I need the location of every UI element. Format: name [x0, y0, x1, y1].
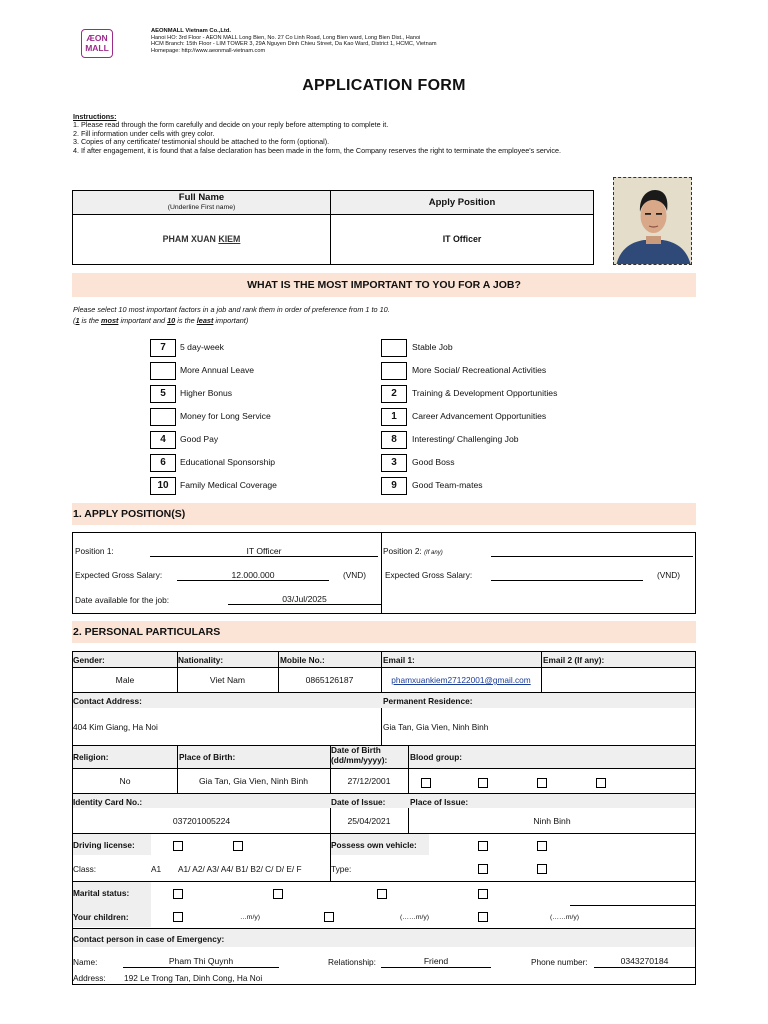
driving-license-yes-checkbox[interactable]	[173, 841, 183, 851]
own-vehicle-yes-checkbox[interactable]	[478, 841, 488, 851]
rank-input[interactable]: 10	[150, 477, 176, 495]
full-name-sub: (Underline First name)	[167, 204, 236, 211]
rank-input[interactable]	[381, 362, 407, 380]
aeon-mall-logo: ÆON MALL	[81, 29, 113, 58]
instruction-item: 2. Fill information under cells with grey color.	[73, 128, 215, 138]
company-homepage: Homepage: http://www.aeonmall-vietnam.com	[151, 47, 266, 54]
rank-factor-label: Good Pay	[180, 434, 219, 444]
child2-age: (……m/y)	[400, 914, 430, 921]
place-of-issue-value[interactable]: Ninh Binh	[533, 816, 571, 826]
rank-input[interactable]: 9	[381, 477, 407, 495]
child1-age: …m/y)	[240, 914, 261, 921]
blood-group-label: Blood group:	[410, 752, 463, 762]
apply-position-label: Apply Position	[428, 197, 496, 208]
own-vehicle-label: Possess own vehicle:	[331, 840, 417, 850]
full-name-label: Full Name	[178, 192, 225, 203]
phone-number-label: Phone number:	[531, 957, 588, 967]
position1-label: Position 1:	[75, 546, 114, 556]
emergency-address-label: Address:	[73, 973, 106, 983]
instruction-item: 1. Please read through the form carefully and decide on your reply before attempting to complete it.	[73, 120, 389, 130]
currency2-label: (VND)	[657, 570, 681, 580]
apply-position-value[interactable]: IT Officer	[442, 234, 482, 244]
blood-group-checkbox[interactable]	[421, 778, 431, 788]
full-name-value[interactable]: PHAM XUAN KIEM	[162, 234, 241, 244]
class-value[interactable]: A1	[151, 864, 162, 874]
emergency-contact-label: Contact person in case of Emergency:	[73, 934, 225, 944]
blood-group-checkbox[interactable]	[596, 778, 606, 788]
email2-value[interactable]	[542, 668, 695, 692]
job-importance-heading: WHAT IS THE MOST IMPORTANT TO YOU FOR A JOB?	[72, 273, 696, 297]
rank-input[interactable]: 4	[150, 431, 176, 449]
applicant-photo	[613, 177, 692, 265]
emergency-name-value[interactable]: Pham Thi Quynh	[168, 956, 234, 966]
rank-factor-label: Interesting/ Challenging Job	[412, 434, 519, 444]
rank-factor-label: 5 day-week	[180, 342, 224, 352]
phone-number-value[interactable]: 0343270184	[620, 956, 669, 966]
salary2-label: Expected Gross Salary:	[385, 570, 473, 580]
marital-married-checkbox[interactable]	[273, 889, 283, 899]
section-apply-positions-heading: 1. APPLY POSITION(S)	[72, 503, 696, 525]
rank-factor-label: Training & Development Opportunities	[412, 388, 558, 398]
permanent-residence-label: Permanent Residence:	[383, 696, 473, 706]
rank-input[interactable]: 7	[150, 339, 176, 357]
place-of-birth-label: Place of Birth:	[179, 752, 236, 762]
rank-input[interactable]: 8	[381, 431, 407, 449]
driving-license-label: Driving license:	[73, 840, 135, 850]
nationality-label: Nationality:	[178, 655, 224, 665]
rank-factor-label: Family Medical Coverage	[180, 480, 277, 490]
first-name: KIEM	[218, 234, 241, 244]
dob-value[interactable]: 27/12/2001	[347, 776, 391, 786]
relationship-label: Relationship:	[328, 957, 376, 967]
contact-address-value[interactable]: 404 Kim Giang, Ha Noi	[73, 722, 158, 732]
instruction-item: 3. Copies of any certificate/ testimonial should be attached to the form (optional).	[73, 137, 330, 147]
children-label: Your children:	[73, 912, 129, 922]
rank-factor-label: Good Team-mates	[412, 480, 483, 490]
date-of-issue-value[interactable]: 25/04/2021	[347, 816, 391, 826]
instructions	[73, 113, 561, 155]
permanent-residence-value[interactable]: Gia Tan, Gia Vien, Ninh Binh	[383, 722, 489, 732]
salary2-value[interactable]	[491, 580, 643, 581]
driving-license-no-checkbox[interactable]	[233, 841, 243, 851]
religion-label: Religion:	[73, 752, 109, 762]
place-of-issue-label: Place of Issue:	[410, 797, 469, 807]
rank-input[interactable]	[150, 362, 176, 380]
relationship-value[interactable]: Friend	[423, 956, 449, 966]
company-hcm: HCM Branch: 15th Floor - LIM TOWER 3, 29A Nguyen Dinh Chieu Street, Da Kao Ward, District 1, HCMC, Vietnam	[151, 41, 437, 48]
job-note-scale: (1 is the most important and 10 is the least important)	[73, 316, 249, 325]
portrait-image	[614, 178, 692, 265]
email2-label: Email 2 (If any):	[543, 655, 605, 665]
rank-factor-label: Stable Job	[412, 342, 453, 352]
mobile-value[interactable]: 0865126187	[305, 675, 354, 685]
rank-input[interactable]: 3	[381, 454, 407, 472]
rank-input[interactable]	[381, 339, 407, 357]
gender-label: Gender:	[73, 655, 105, 665]
place-of-birth-value[interactable]: Gia Tan, Gia Vien, Ninh Binh	[198, 776, 309, 786]
class-options: A1/ A2/ A3/ A4/ B1/ B2/ C/ D/ E/ F	[178, 864, 302, 874]
emergency-name-label: Name:	[73, 957, 98, 967]
mobile-label: Mobile No.:	[280, 655, 325, 665]
rank-input[interactable]: 1	[381, 408, 407, 426]
date-available-label: Date available for the job:	[75, 595, 170, 605]
identity-card-value[interactable]: 037201005224	[172, 816, 231, 826]
rank-factor-label: Career Advancement Opportunities	[412, 411, 547, 421]
email1-label: Email 1:	[383, 655, 415, 665]
position2-label: Position 2: (If any)	[383, 546, 443, 556]
page-title: APPLICATION FORM	[302, 77, 466, 94]
rank-factor-label: More Annual Leave	[180, 365, 255, 375]
section-personal-heading: 2. PERSONAL PARTICULARS	[72, 621, 696, 643]
own-vehicle-no-checkbox[interactable]	[537, 841, 547, 851]
rank-input[interactable]: 5	[150, 385, 176, 403]
nationality-value[interactable]: Viet Nam	[209, 675, 246, 685]
dob-label: Date of Birth (dd/mm/yyyy):	[331, 745, 388, 765]
marital-other-checkbox[interactable]	[478, 889, 488, 899]
identity-card-label: Identity Card No.:	[73, 797, 143, 807]
religion-value[interactable]: No	[119, 776, 131, 786]
company-info	[151, 28, 437, 54]
contact-address-label: Contact Address:	[73, 696, 142, 706]
rank-input[interactable]: 6	[150, 454, 176, 472]
children-checkbox[interactable]	[173, 912, 183, 922]
date-of-issue-label: Date of Issue:	[331, 797, 386, 807]
rank-input[interactable]	[150, 408, 176, 426]
marital-status-label: Marital status:	[73, 888, 130, 898]
instructions-heading: Instructions:	[73, 112, 117, 121]
company-name: AEONMALL Vietnam Co.,Ltd.	[151, 28, 231, 34]
currency-label: (VND)	[343, 570, 367, 580]
job-note: Please select 10 most important factors in a job and rank them in order of preference from 1 to 10.	[73, 305, 390, 314]
salary-label: Expected Gross Salary:	[75, 570, 163, 580]
vehicle-type-checkbox[interactable]	[478, 864, 488, 874]
emergency-address-value[interactable]: 192 Le Trong Tan, Dinh Cong, Ha Noi	[124, 973, 263, 983]
blood-group-checkbox[interactable]	[478, 778, 488, 788]
rank-factor-label: More Social/ Recreational Activities	[412, 365, 547, 375]
position2-value[interactable]	[491, 556, 693, 557]
class-label: Class:	[73, 864, 97, 874]
instruction-item: 4. If after engagement, it is found that a false declaration has been made in the form, the Company reserves the right to terminate the employee's service.	[73, 145, 561, 155]
position1-value[interactable]: IT Officer	[246, 546, 282, 556]
rank-input[interactable]: 2	[381, 385, 407, 403]
rank-factor-label: Money for Long Service	[180, 411, 271, 421]
rank-factor-label: Educational Sponsorship	[180, 457, 276, 467]
marital-divorced-checkbox[interactable]	[377, 889, 387, 899]
rank-factor-label: Higher Bonus	[180, 388, 233, 398]
children-checkbox[interactable]	[324, 912, 334, 922]
email1-value[interactable]: phamxuankiem27122001@gmail.com	[391, 675, 531, 685]
date-available-value[interactable]: 03/Jul/2025	[282, 594, 327, 604]
vehicle-type-label: Type:	[331, 864, 352, 874]
divider	[72, 214, 594, 215]
gender-value[interactable]: Male	[115, 675, 135, 685]
rank-factor-label: Good Boss	[412, 457, 455, 467]
company-ho: Hanoi HO: 3rd Floor - AEON MALL Long Bien, No. 27 Co Linh Road, Long Bien ward, Long Bien Dist., Hanoi	[151, 34, 421, 41]
children-checkbox[interactable]	[478, 912, 488, 922]
marital-single-checkbox[interactable]	[173, 889, 183, 899]
blood-group-checkbox[interactable]	[537, 778, 547, 788]
vehicle-type-checkbox[interactable]	[537, 864, 547, 874]
child3-age: (……m/y)	[550, 914, 580, 921]
salary-value[interactable]: 12.000.000	[231, 570, 275, 580]
